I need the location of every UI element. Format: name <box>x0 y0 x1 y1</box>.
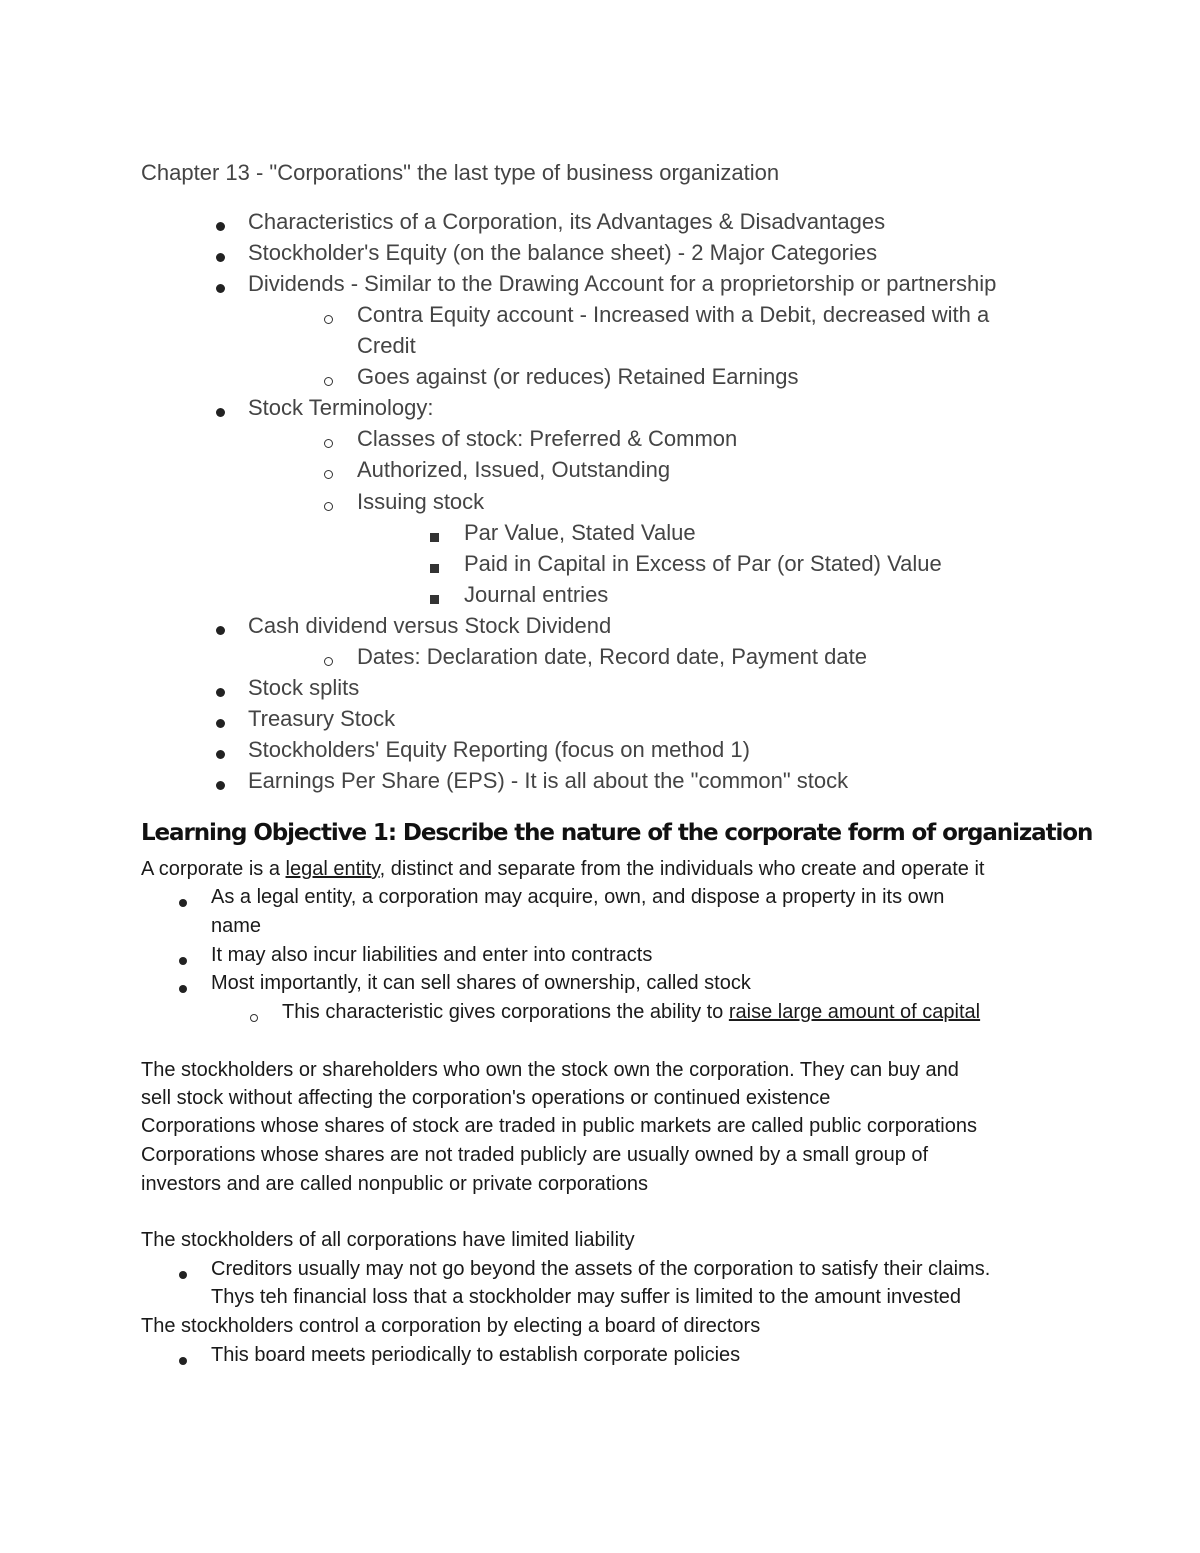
paragraph-line: investors and are called nonpublic or private corporations <box>141 1173 648 1195</box>
legal-entity-text: legal entity <box>285 858 380 880</box>
outline-item: Dividends - Similar to the Drawing Account for a proprietorship or partnership <box>248 271 997 296</box>
section-subbullet <box>282 1001 980 1024</box>
bullet-dot-icon <box>179 952 187 970</box>
intro-before: A corporate is a <box>141 858 286 880</box>
bullet-square-icon <box>430 529 439 547</box>
bullet-dot-icon <box>216 684 225 702</box>
chapter-title: Chapter 13 - "Corporations" the last type of business organization <box>141 160 780 185</box>
outline-item: Characteristics of a Corporation, its Advantages & Disadvantages <box>248 209 886 234</box>
bullet-dot-icon <box>179 894 187 912</box>
outline-subitem: Goes against (or reduces) Retained Earnings <box>357 364 799 389</box>
section-bullet: As a legal entity, a corporation may acquire, own, and dispose a property in its own <box>211 886 945 908</box>
section-heading: Learning Objective 1: Describe the nature of the corporate form of organization <box>141 820 1093 846</box>
bullet-circle-icon <box>324 311 333 329</box>
bullet-dot-icon <box>216 404 225 422</box>
paragraph-line: sell stock without affecting the corporation's operations or continued existence <box>141 1087 831 1109</box>
bullet-dot-icon <box>179 1352 187 1370</box>
outline-item: Earnings Per Share (EPS) - It is all about the "common" stock <box>248 768 849 793</box>
intro-after: , distinct and separate from the individuals who create and operate it <box>379 858 985 880</box>
section-bullet: Most importantly, it can sell shares of ownership, called stock <box>211 972 751 994</box>
subbullet-before: This characteristic gives corporations the ability to <box>282 1001 729 1023</box>
paragraph-line: Corporations whose shares are not traded publicly are usually owned by a small group of <box>141 1144 929 1166</box>
raise-capital-text: raise large amount of capital <box>728 1001 981 1023</box>
section-bullet: It may also incur liabilities and enter into contracts <box>211 944 653 966</box>
intro-line <box>141 858 984 881</box>
paragraph-line: Corporations whose shares of stock are traded in public markets are called public corporations <box>141 1115 977 1137</box>
bullet-circle-icon <box>324 435 333 453</box>
bullet-square-icon <box>430 560 439 578</box>
outline-item: Stockholder's Equity (on the balance sheet) - 2 Major Categories <box>248 240 878 265</box>
bullet-dot-icon <box>179 980 187 998</box>
outline-subitem: Classes of stock: Preferred & Common <box>357 426 738 451</box>
control-line: The stockholders control a corporation by electing a board of directors <box>141 1315 761 1337</box>
outline-subitem: Dates: Declaration date, Record date, Payment date <box>357 644 867 669</box>
bullet-dot-icon <box>216 249 225 267</box>
bullet-circle-icon <box>324 373 333 391</box>
paragraph-line: The stockholders or shareholders who own the stock own the corporation. They can buy and <box>141 1059 959 1081</box>
bullet-dot-icon <box>216 622 225 640</box>
outline-subitem-continuation: Credit <box>357 333 416 358</box>
bullet-circle-icon <box>324 466 333 484</box>
outline-item: Stock splits <box>248 675 360 700</box>
outline-subitem: Contra Equity account - Increased with a Debit, decreased with a <box>357 302 990 327</box>
outline-subsubitem: Par Value, Stated Value <box>464 520 696 545</box>
outline-item: Stockholders' Equity Reporting (focus on method 1) <box>248 737 750 762</box>
bullet-dot-icon <box>216 777 225 795</box>
outline-subsubitem: Journal entries <box>464 582 609 607</box>
bullet-dot-icon <box>216 218 225 236</box>
bullet-square-icon <box>430 591 439 609</box>
outline-subsubitem: Paid in Capital in Excess of Par (or Stated) Value <box>464 551 942 576</box>
outline-subitem: Issuing stock <box>357 489 485 514</box>
bullet-dot-icon <box>216 280 225 298</box>
bullet-dot-icon <box>216 746 225 764</box>
outline-item: Treasury Stock <box>248 706 396 731</box>
outline-subitem: Authorized, Issued, Outstanding <box>357 457 671 482</box>
liability-bullet: Creditors usually may not go beyond the assets of the corporation to satisfy their claims. <box>211 1258 991 1280</box>
section-bullet-continuation: name <box>211 915 262 937</box>
liability-bullet-continuation: Thys teh financial loss that a stockholder may suffer is limited to the amount invested <box>211 1286 961 1308</box>
outline-item: Cash dividend versus Stock Dividend <box>248 613 612 638</box>
control-bullet: This board meets periodically to establish corporate policies <box>211 1344 741 1366</box>
bullet-dot-icon <box>179 1266 187 1284</box>
bullet-circle-icon <box>250 1009 258 1027</box>
bullet-dot-icon <box>216 715 225 733</box>
outline-item: Stock Terminology: <box>248 395 434 420</box>
bullet-circle-icon <box>324 498 333 516</box>
bullet-circle-icon <box>324 653 333 671</box>
liability-line: The stockholders of all corporations have limited liability <box>141 1229 635 1251</box>
